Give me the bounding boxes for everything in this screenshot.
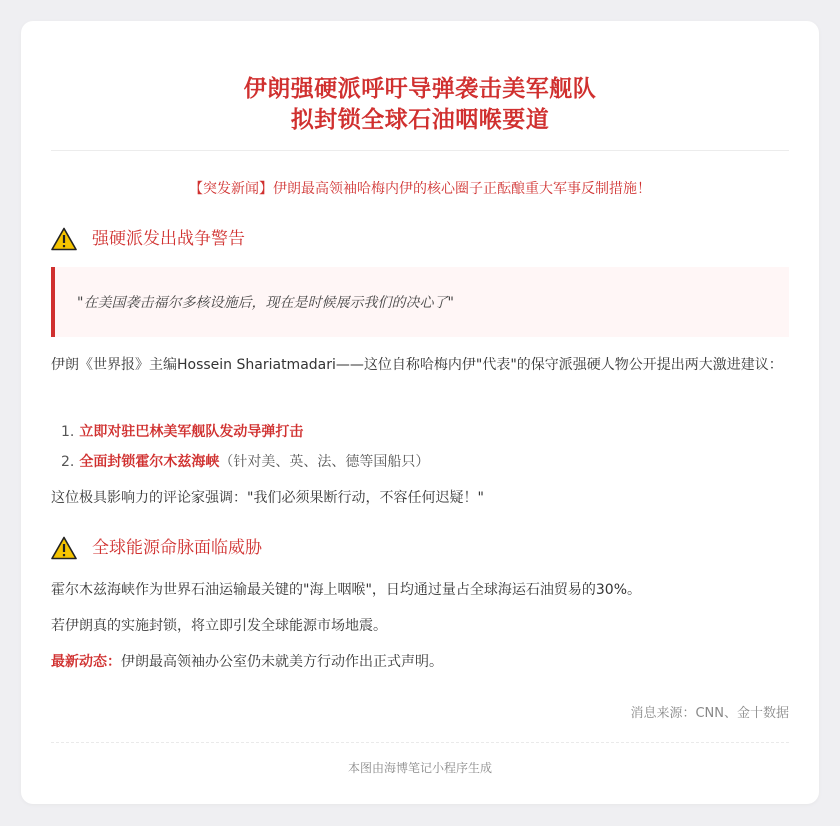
emphasis-paragraph: 这位极具影响力的评论家强调："我们必须果断行动，不容任何迟疑！" [51,490,484,506]
hormuz-paragraph: 霍尔木兹海峡作为世界石油运输最关键的"海上咽喉"，日均通过量占全球海运石油贸易的30%。 [51,582,641,598]
list-item-text: 全面封锁霍尔木兹海峡 [79,454,220,470]
title-divider [51,150,789,151]
article-content [51,21,789,804]
quote-block [51,267,789,337]
latest-update-paragraph [51,650,789,674]
section-heading-text: 全球能源命脉面临威胁 [92,538,262,558]
section-heading-text: 强硬派发出战争警告 [92,229,245,249]
breaking-news-banner: 【突发新闻】伊朗最高领袖哈梅内伊的核心圈子正酝酿重大军事反制措施！ [189,181,651,197]
footer-note: 本图由海博笔记小程序生成 [347,761,492,775]
section-heading-energy-threat [51,536,262,560]
footer-divider [51,742,789,743]
warning-icon [51,227,77,251]
list-item-note: （针对美、英、法、德等国船只） [219,454,430,470]
section-heading-war-warning [51,227,245,251]
list-item-number: 2. [61,454,75,470]
list-item-number: 1. [61,424,75,440]
blockade-paragraph: 若伊朗真的实施封锁，将立即引发全球能源市场地震。 [51,618,387,634]
list-item [61,447,429,477]
article-title [51,74,789,136]
quote-text: "在美国袭击福尔多核设施后，现在是时候展示我们的决心了" [77,295,454,311]
news-source: 消息来源：CNN、金十数据 [630,706,789,721]
latest-update-label: 最新动态： [51,654,121,670]
list-item-text: 立即对驻巴林美军舰队发动导弹打击 [79,424,304,440]
title-line-1: 伊朗强硬派呼吁导弹袭击美军舰队 [243,76,597,102]
article-card [21,21,819,804]
latest-update-text: 伊朗最高领袖办公室仍未就美方行动作出正式声明。 [121,654,443,670]
intro-paragraph: 伊朗《世界报》主编Hossein Shariatmadari——这位自称哈梅内伊"代表"的保守派强硬人物公开提出两大激进建议： [51,357,783,373]
warning-icon [51,536,77,560]
list-item [61,417,429,447]
proposal-list [61,417,429,477]
title-line-2: 拟封锁全球石油咽喉要道 [290,107,550,133]
